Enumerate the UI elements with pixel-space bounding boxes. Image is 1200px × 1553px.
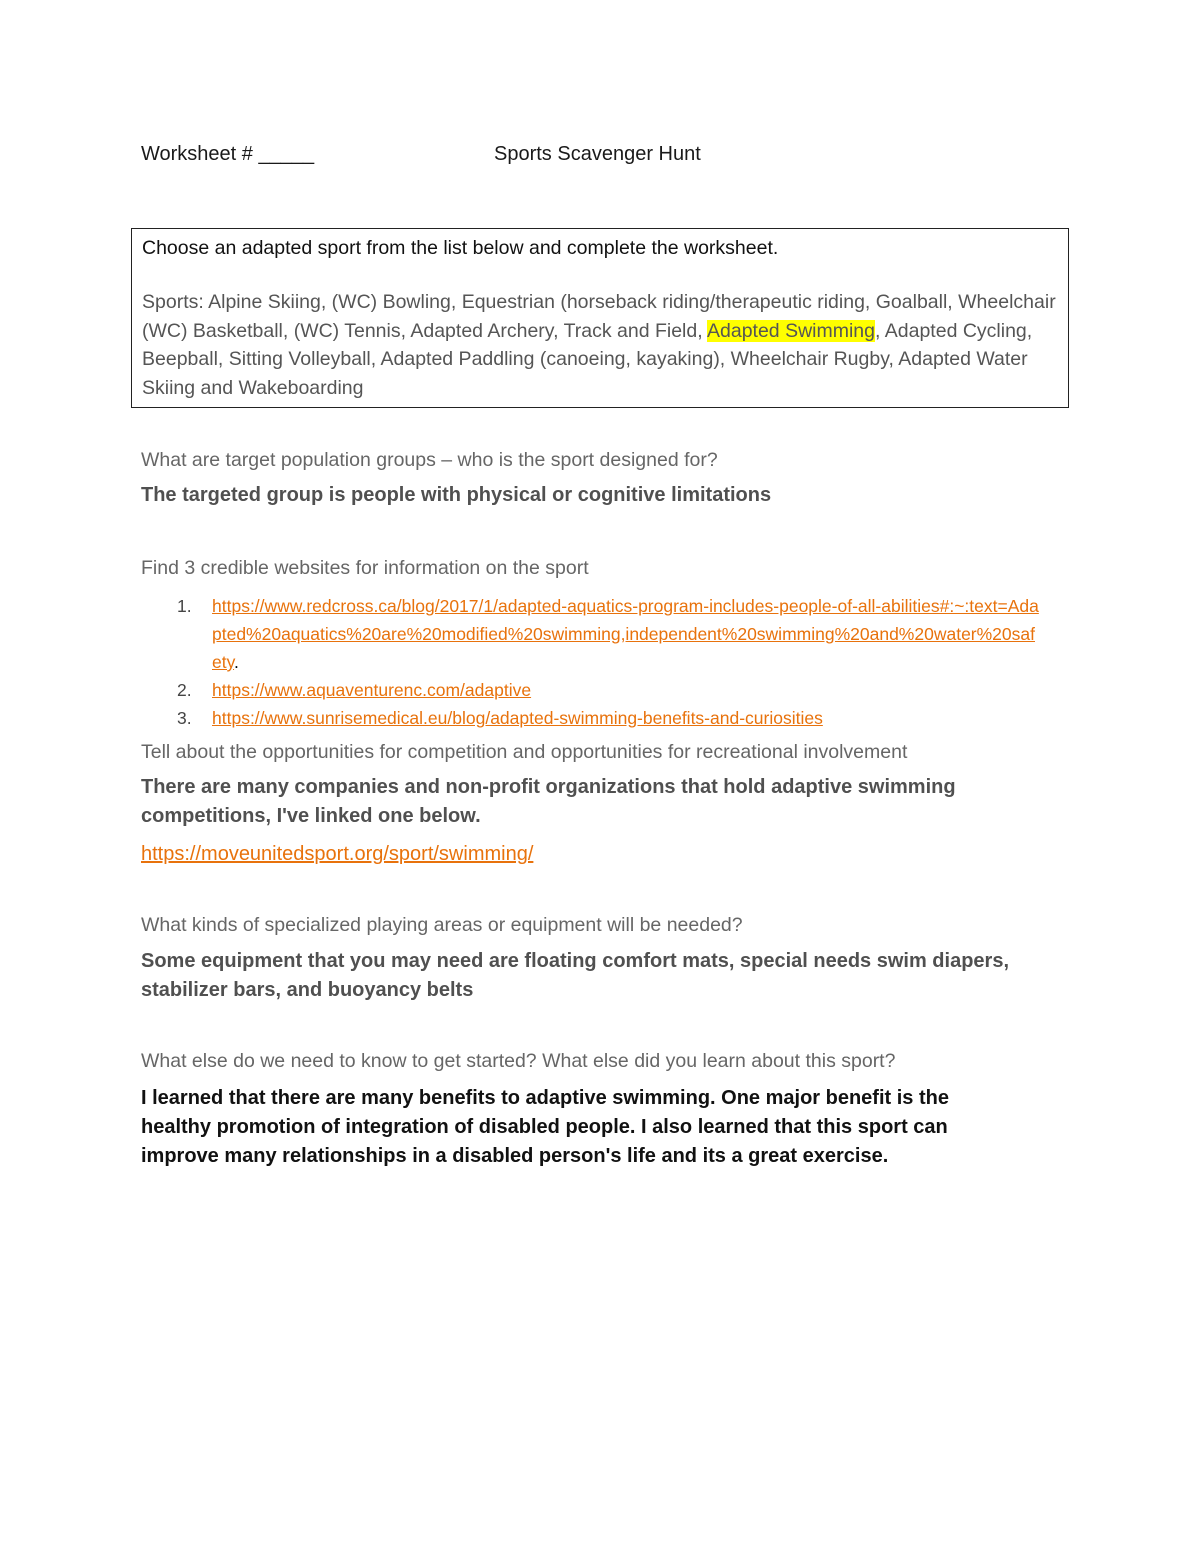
website-link-2[interactable]: https://www.aquaventurenc.com/adaptive	[212, 680, 532, 700]
instructions-title: Choose an adapted sport from the list below and complete the worksheet.	[142, 237, 779, 259]
website-link-1[interactable]: https://www.redcross.ca/blog/2017/1/adapted-aquatics-program-includes-people-of-all-abilities#:~:text=Adapted%20aquatics%20are%20modified%20swimming,independent%20swimming%20and%20water%20safety	[212, 596, 1039, 672]
answer-opportunities: There are many companies and non-profit organizations that hold adaptive swimming competitions, I've linked one below.	[141, 776, 956, 827]
highlighted-sport: Adapted Swimming	[707, 319, 875, 342]
question-learned: What else do we need to know to get started? What else did you learn about this sport?	[141, 1050, 896, 1072]
link-trailing-punct: .	[234, 652, 239, 672]
answer-equipment: Some equipment that you may need are floating comfort mats, special needs swim diapers, stabilizer bars, and buoyancy belts	[141, 950, 1010, 1001]
website-list	[141, 592, 1041, 732]
question-websites: Find 3 credible websites for information on the sport	[141, 557, 589, 579]
list-number: 2.	[177, 680, 192, 700]
competition-link-wrap	[141, 840, 1061, 869]
list-item	[141, 592, 1041, 676]
worksheet-number-label: Worksheet # _____	[141, 143, 315, 165]
sports-list	[142, 288, 1058, 402]
answer-learned: I learned that there are many benefits to adaptive swimming. One major benefit is the healthy promotion of integration of disabled people. I also learned that this sport can improve many relationships in a disabled person's life and its a great exercise.	[141, 1087, 949, 1167]
list-item	[141, 704, 1041, 732]
sports-list-prefix: Sports: Alpine Skiing, (WC) Bowling, Equestrian (horseback riding/therapeutic riding, Goalball, Wheelchair (WC) Basketball, (WC) Tennis, Adapted Archery, Track and Field,	[142, 291, 1056, 342]
competition-link[interactable]: https://moveunitedsport.org/sport/swimming/	[141, 843, 534, 865]
list-item	[141, 676, 1041, 704]
sports-list-suffix: , Adapted Cycling, Beepball, Sitting Volleyball, Adapted Paddling (canoeing, kayaking), Wheelchair Rugby, Adapted Water Skiing and Wakeboarding	[142, 319, 1033, 399]
instructions-box	[131, 228, 1069, 408]
question-equipment: What kinds of specialized playing areas or equipment will be needed?	[141, 914, 743, 936]
page-title: Sports Scavenger Hunt	[494, 143, 701, 165]
list-number: 3.	[177, 708, 192, 728]
website-link-3[interactable]: https://www.sunrisemedical.eu/blog/adapted-swimming-benefits-and-curiosities	[212, 708, 823, 728]
question-target-population: What are target population groups – who is the sport designed for?	[141, 449, 718, 471]
answer-target-population: The targeted group is people with physical or cognitive limitations	[141, 484, 772, 506]
question-opportunities: Tell about the opportunities for competition and opportunities for recreational involvement	[141, 741, 908, 763]
list-number: 1.	[177, 596, 192, 616]
